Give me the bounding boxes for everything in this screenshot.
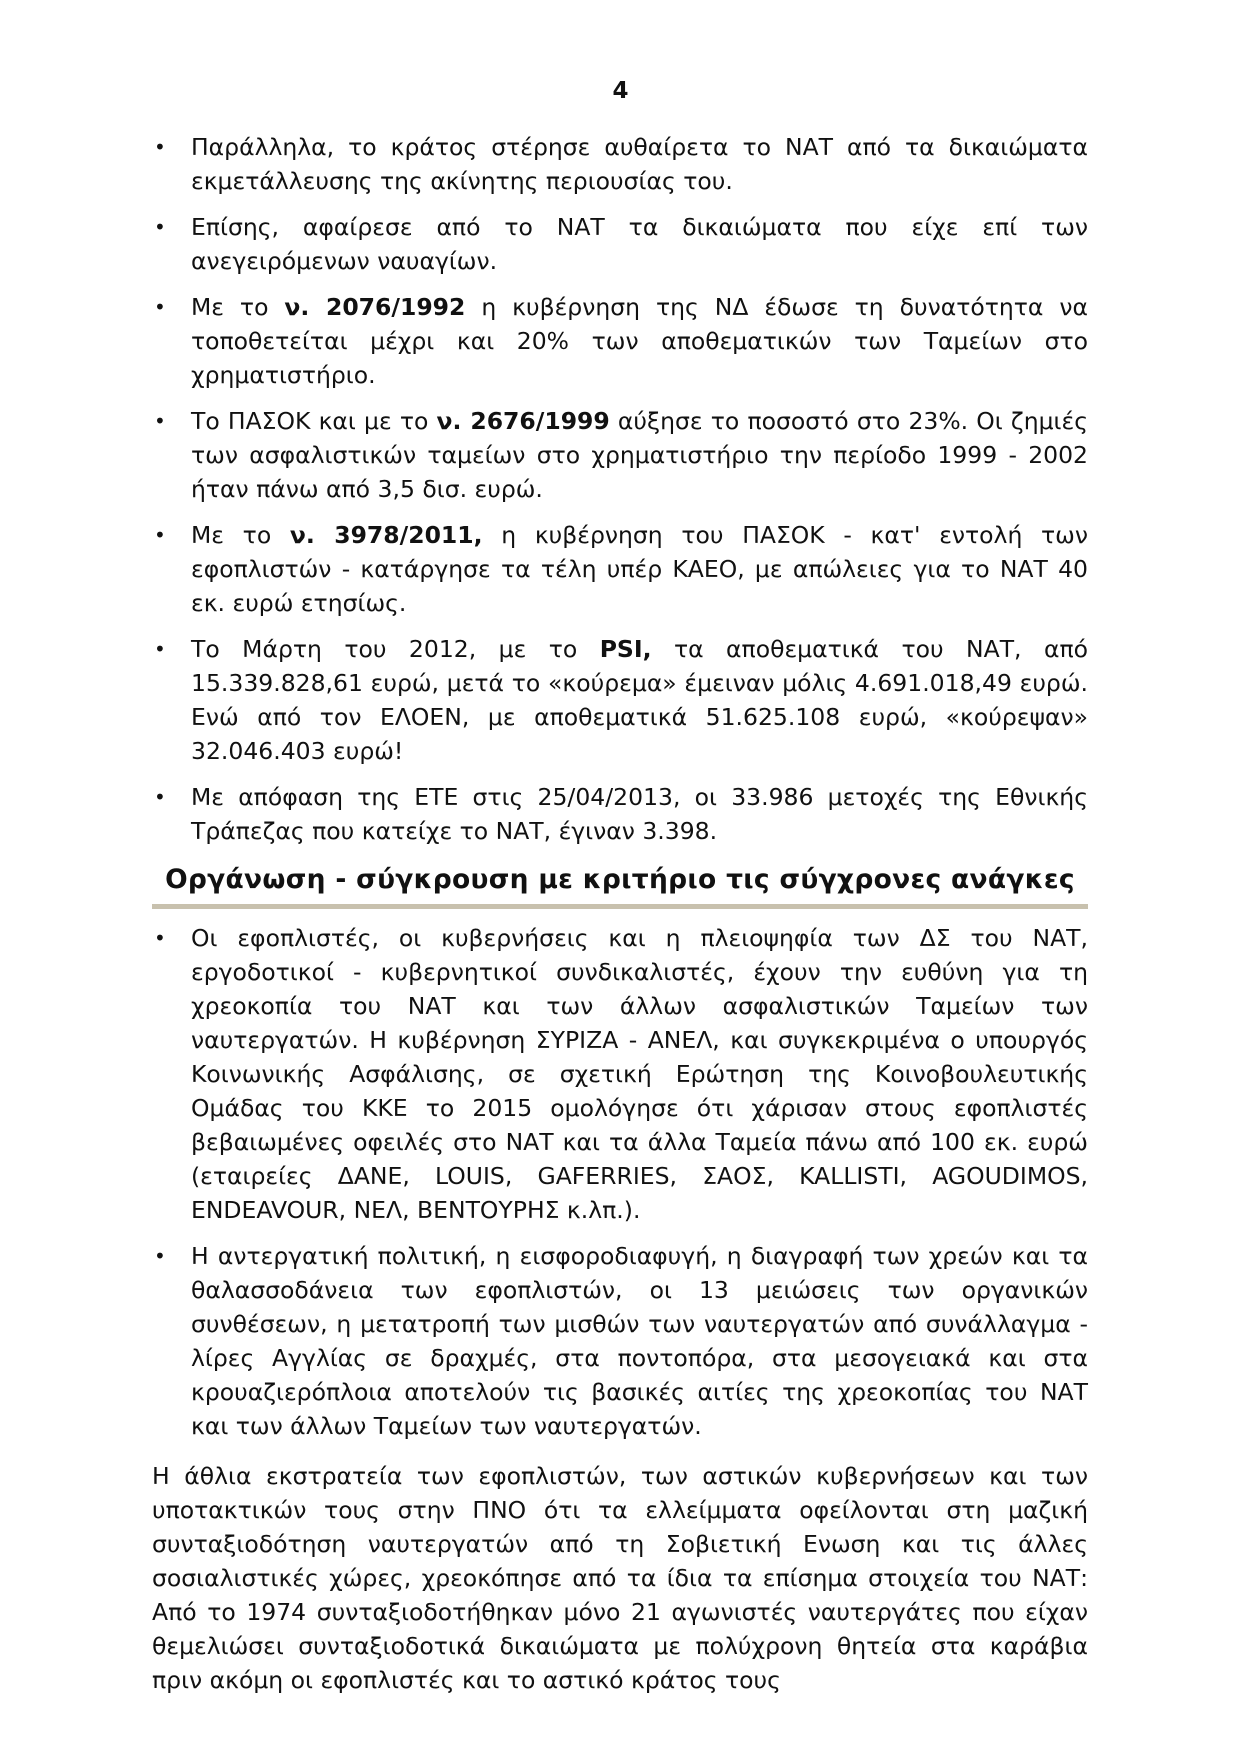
bullet-text — [191, 635, 1088, 765]
text-segment: Παράλληλα, το κράτος στέρησε αυθαίρετα το ΝΑΤ από τα δικαιώματα εκμετάλλευσης της ακίνητης περιουσίας του. — [191, 133, 1088, 195]
bold-reference: ν. 3978/2011, — [289, 521, 483, 549]
page-content — [152, 130, 1088, 1697]
bullet-text — [191, 407, 1088, 503]
bullet-dot-icon: • — [154, 926, 166, 950]
bold-reference: PSI, — [599, 635, 652, 663]
text-segment: Με το — [191, 521, 290, 549]
bold-reference: ν. 2076/1992 — [284, 293, 466, 321]
bullet-item — [152, 518, 1088, 620]
text-segment: Η αντεργατική πολιτική, η εισφοροδιαφυγή, η διαγραφή των χρεών και τα θαλασσοδάνεια των εφοπλιστών, οι 13 μειώσεις των οργανικών συνθέσεων, η μετατροπή των μισθών των ναυτεργατών από συνάλλαγμα - λίρες Αγγλίας σε δραχμές, στα ποντοπόρα, στα μεσογειακά και στα κρουαζιερόπλοια αποτελούν τις βασικές αιτίες της χρεοκοπίας του ΝΑΤ και των άλλων Ταμείων των ναυτεργατών. — [191, 1242, 1088, 1440]
bullet-text — [191, 293, 1088, 389]
bullet-text — [191, 213, 1088, 275]
text-segment: Με το — [191, 293, 285, 321]
text-segment: τα αποθεματικά του ΝΑΤ, από 15.339.828,61 ευρώ, μετά το «κούρεμα» έμειναν μόλις 4.691.018,49 ευρώ. Ενώ από τον ΕΛΟΕΝ, με αποθεματικά 51.625.108 ευρώ, «κούρεψαν» 32.046.403 ευρώ! — [191, 635, 1088, 765]
closing-paragraph: Η άθλια εκστρατεία των εφοπλιστών, των αστικών κυβερνήσεων και των υποτακτικών τους στην ΠΝΟ ότι τα ελλείμματα οφείλονται στη μαζική συνταξιοδότηση ναυτεργατών από τη Σοβιετική Ενωση και τις άλλες σοσιαλιστικές χώρες, χρεοκόπησε από τα ίδια τα επίσημα στοιχεία του ΝΑΤ: Από το 1974 συνταξιοδοτήθηκαν μόνο 21 αγωνιστές ναυτεργάτες που είχαν θεμελιώσει συνταξιοδοτικά δικαιώματα με πολύχρονη θητεία στα καράβια πριν ακόμη οι εφοπλιστές και το αστικό κράτος τους — [152, 1462, 1088, 1694]
bullet-item — [152, 130, 1088, 198]
bullet-dot-icon: • — [154, 785, 166, 809]
bold-reference: ν. 2676/1999 — [436, 407, 610, 435]
bullet-text — [191, 521, 1088, 617]
bullet-dot-icon: • — [154, 295, 166, 319]
bullet-item — [152, 404, 1088, 506]
text-segment: Το ΠΑΣΟΚ και με το — [191, 407, 437, 435]
bullet-dot-icon: • — [154, 409, 166, 433]
bullet-text — [191, 924, 1088, 1224]
bullet-dot-icon: • — [154, 637, 166, 661]
text-segment: Επίσης, αφαίρεσε από το ΝΑΤ τα δικαιώματα που είχε επί των ανεγειρόμενων ναυαγίων. — [191, 213, 1088, 275]
bullet-item — [152, 290, 1088, 392]
bullet-item — [152, 632, 1088, 768]
text-segment: Με απόφαση της ΕΤΕ στις 25/04/2013, οι 33.986 μετοχές της Εθνικής Τράπεζας που κατείχε το ΝΑΤ, έγιναν 3.398. — [191, 783, 1088, 845]
section-heading: Οργάνωση - σύγκρουση με κριτήριο τις σύγχρονες ανάγκες — [152, 860, 1088, 909]
text-segment: η κυβέρνηση του ΠΑΣΟΚ - κατ' εντολή των εφοπλιστών - κατάργησε τα τέλη υπέρ ΚΑΕΟ, με απώλειες για το ΝΑΤ 40 εκ. ευρώ ετησίως. — [191, 521, 1088, 617]
page-number: 4 — [612, 78, 629, 104]
bullet-list-bottom — [152, 921, 1088, 1443]
text-segment: Το Μάρτη του 2012, με το — [191, 635, 600, 663]
text-segment: η κυβέρνηση της ΝΔ έδωσε τη δυνατότητα να τοποθετείται μέχρι και 20% των αποθεματικών των Ταμείων στο χρηματιστήριο. — [191, 293, 1088, 389]
bullet-dot-icon: • — [154, 135, 166, 159]
text-segment: Οι εφοπλιστές, οι κυβερνήσεις και η πλειοψηφία των ΔΣ του ΝΑΤ, εργοδοτικοί - κυβερνητικοί συνδικαλιστές, έχουν την ευθύνη για τη χρεοκοπία του ΝΑΤ και των άλλων ασφαλιστικών Ταμείων των ναυτεργατών. Η κυβέρνηση ΣΥΡΙΖΑ - ΑΝΕΛ, και συγκεκριμένα ο υπουργός Κοινωνικής Ασφάλισης, σε σχετική Ερώτηση της Κοινοβουλευτικής Ομάδας του ΚΚΕ το 2015 ομολόγησε ότι χάρισαν στους εφοπλιστές βεβαιωμένες οφειλές στο ΝΑΤ και τα άλλα Ταμεία πάνω από 100 εκ. ευρώ (εταιρείες ΔΑΝΕ, LOUIS, GAFERRIES, ΣΑΟΣ, KALLISTI, AGOUDIMOS, ENDEAVOUR, ΝΕΛ, ΒΕΝΤΟΥΡΗΣ κ.λπ.). — [191, 924, 1088, 1224]
bullet-item — [152, 921, 1088, 1227]
bullet-list-top — [152, 130, 1088, 848]
bullet-dot-icon: • — [154, 215, 166, 239]
bullet-text — [191, 783, 1088, 845]
bullet-text — [191, 1242, 1088, 1440]
bullet-item — [152, 210, 1088, 278]
bullet-dot-icon: • — [154, 1244, 166, 1268]
text-segment: αύξησε το ποσοστό στο 23%. Οι ζημιές των ασφαλιστικών ταμείων στο χρηματιστήριο την περίοδο 1999 - 2002 ήταν πάνω από 3,5 δισ. ευρώ. — [191, 407, 1088, 503]
bullet-item — [152, 780, 1088, 848]
bullet-item — [152, 1239, 1088, 1443]
bullet-dot-icon: • — [154, 523, 166, 547]
bullet-text — [191, 133, 1088, 195]
